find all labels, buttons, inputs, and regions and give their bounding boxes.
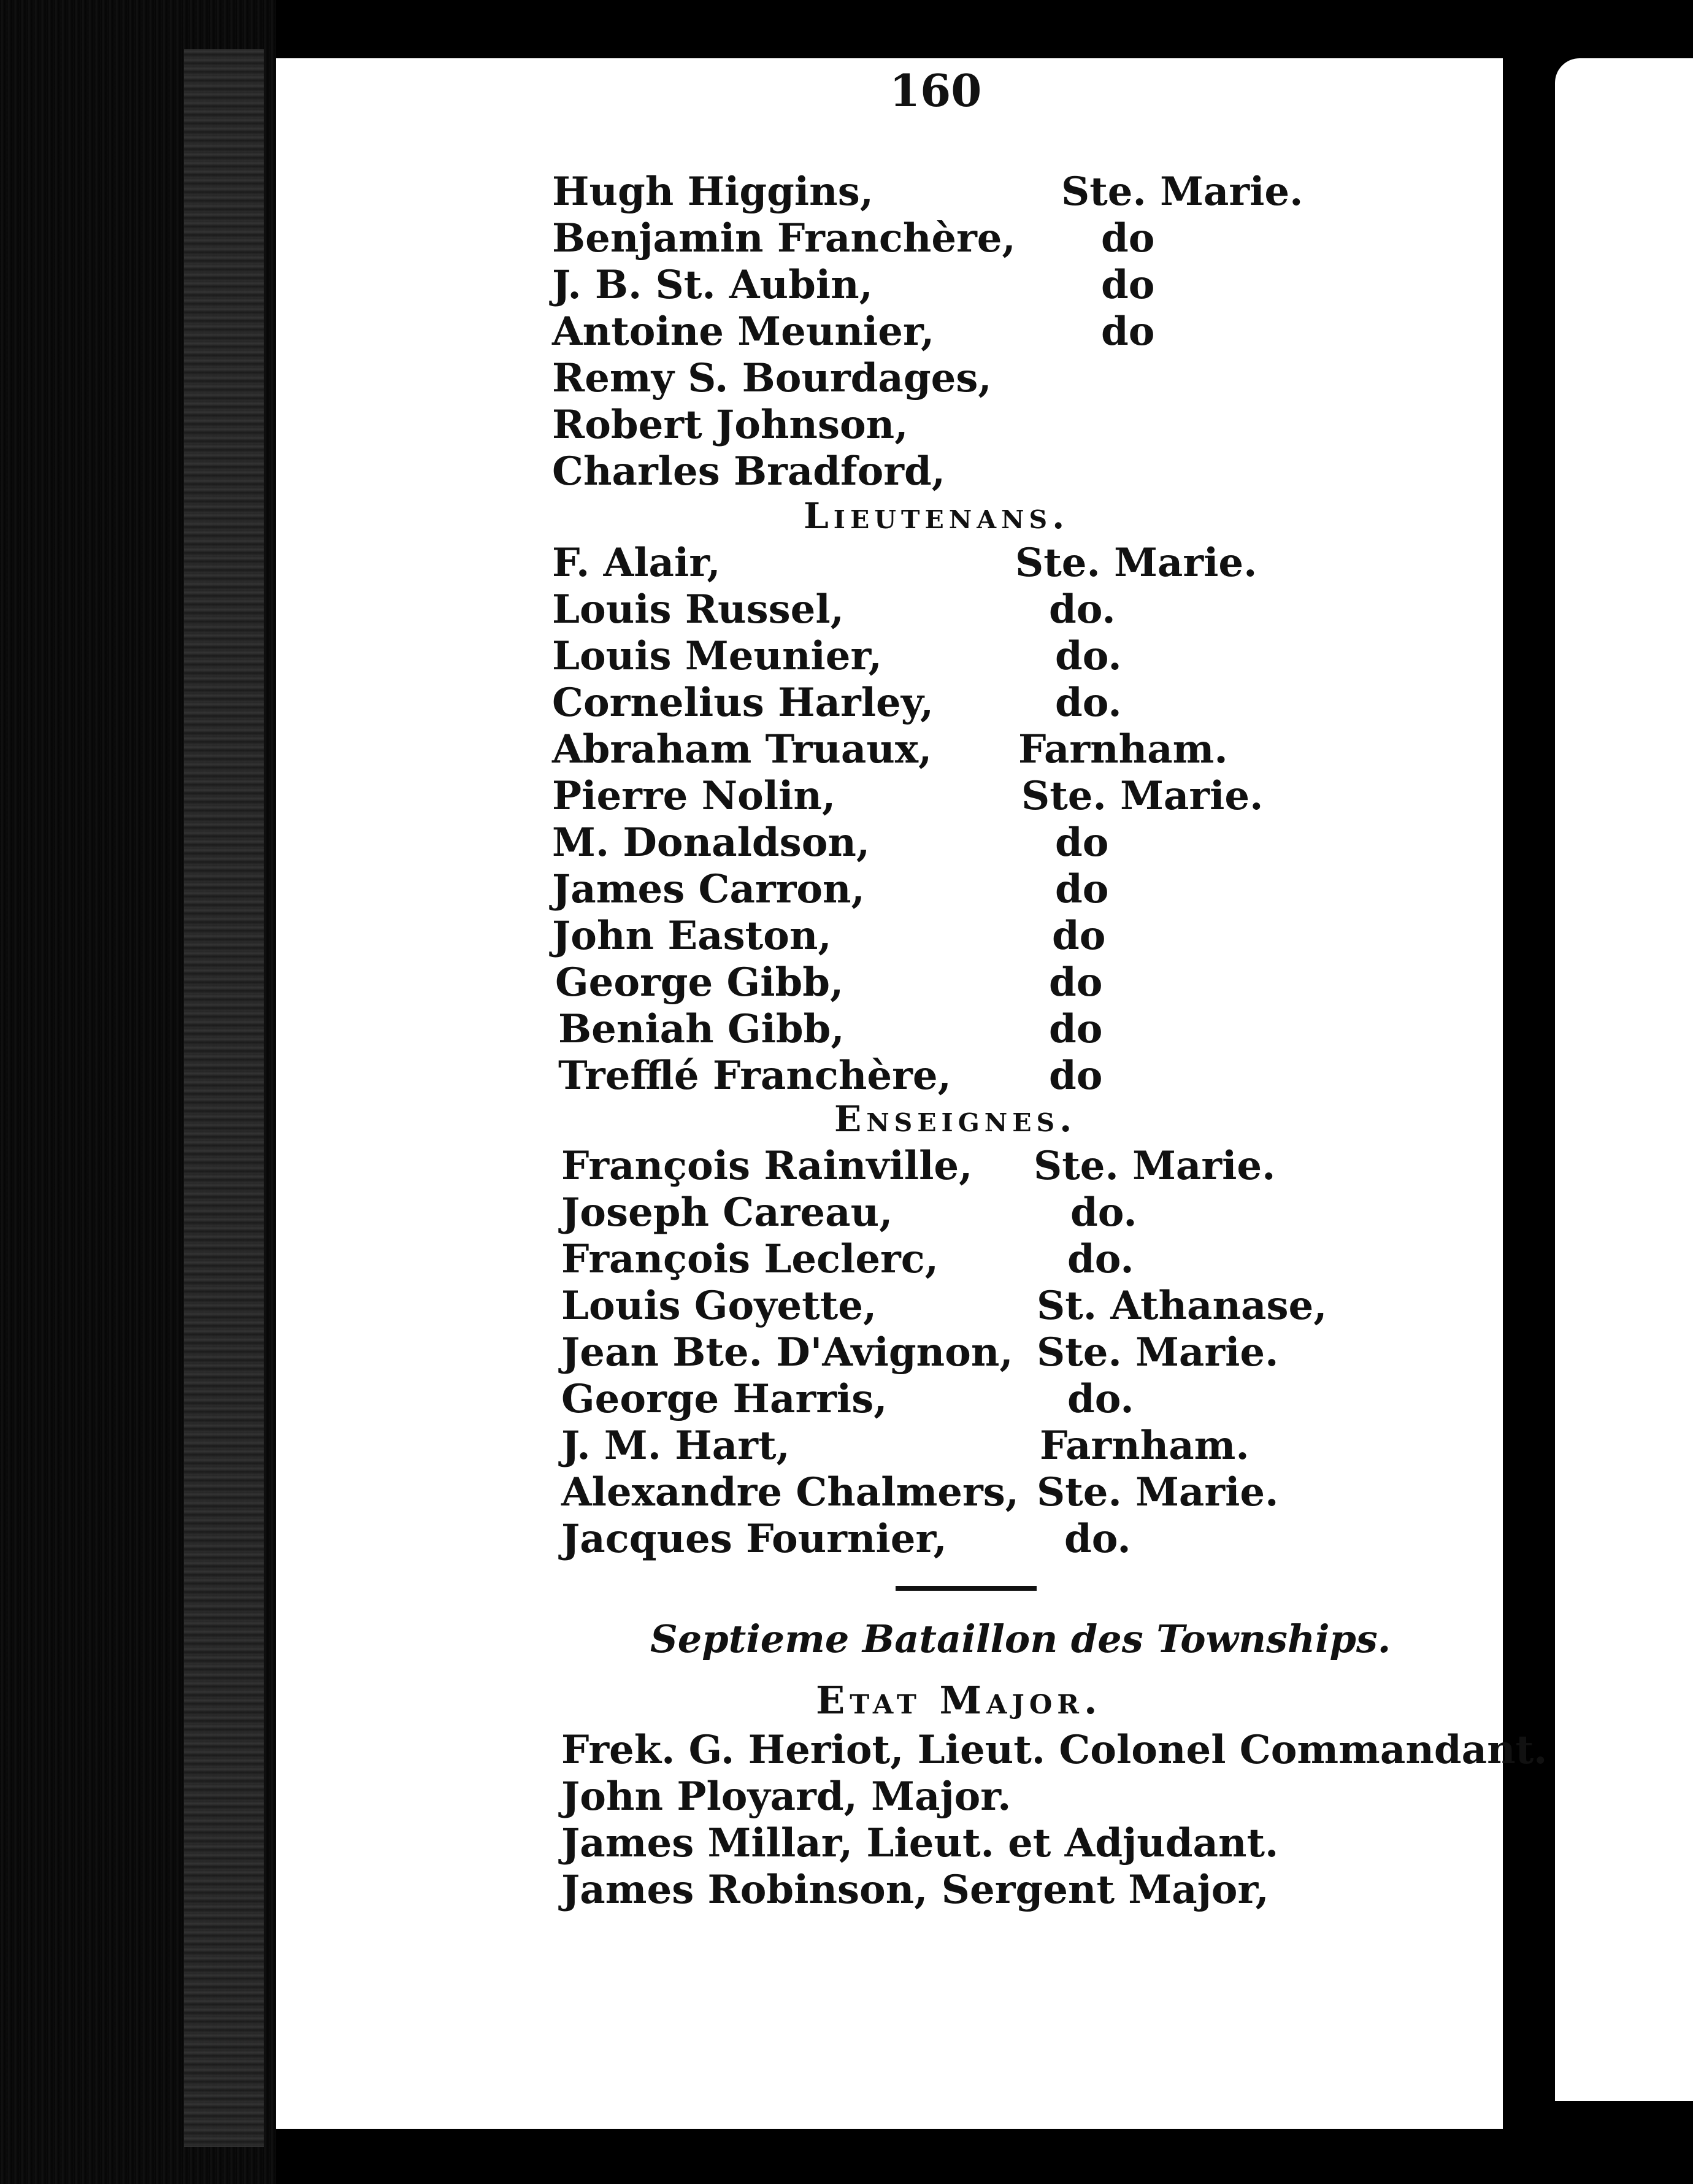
entry-place: Ste. Marie. [1037, 1329, 1279, 1375]
list-item [558, 1053, 1601, 1099]
staff-line: Frek. G. Heriot, Lieut. Colonel Commandant. [561, 1727, 1548, 1773]
entry-place: do. [1055, 680, 1122, 726]
entry-name: Benjamin Franchère, [552, 215, 1016, 261]
battalion-title: Septieme Bataillon des Townships. [650, 1617, 1391, 1661]
list-item [552, 726, 1595, 773]
entry-place: Ste. Marie. [1015, 540, 1257, 586]
list-item [552, 169, 1595, 215]
entry-place: do [1055, 866, 1109, 912]
entry-place: do [1055, 820, 1109, 866]
entry-name: Charles Bradford, [552, 448, 945, 494]
list-item [552, 402, 1595, 448]
section-divider [896, 1586, 1037, 1591]
list-item [558, 1006, 1601, 1053]
entry-place: Ste. Marie. [1021, 773, 1264, 819]
entry-place: do. [1049, 586, 1116, 633]
entry-place: do [1049, 1006, 1103, 1052]
entry-place: do. [1067, 1236, 1134, 1282]
list-item [552, 866, 1595, 913]
page-content [276, 58, 1548, 2129]
entry-place: do [1101, 262, 1155, 308]
entry-place: Ste. Marie. [1037, 1469, 1279, 1515]
entry-name: George Harris, [561, 1376, 888, 1422]
entry-place: Ste. Marie. [1061, 169, 1303, 215]
list-item [552, 448, 1595, 495]
entry-name: Abraham Truaux, [552, 726, 932, 772]
entry-name: J. M. Hart, [561, 1423, 790, 1469]
entry-name: Louis Russel, [552, 586, 844, 633]
list-item [552, 633, 1595, 680]
entry-name: Alexandre Chalmers, [561, 1469, 1019, 1515]
list-item [552, 820, 1595, 866]
entry-name: Beniah Gibb, [558, 1006, 845, 1052]
list-item [552, 586, 1595, 633]
list-item [561, 1283, 1604, 1329]
entry-name: Louis Meunier, [552, 633, 882, 679]
entry-name: John Easton, [552, 913, 832, 959]
section-heading-etat-major: Etat Major. [816, 1678, 1102, 1723]
list-item [552, 680, 1595, 726]
entry-name: Jean Bte. D'Avignon, [561, 1329, 1013, 1375]
entry-name: Trefflé Franchère, [558, 1053, 951, 1099]
entry-name: Louis Goyette, [561, 1283, 877, 1329]
entry-name: F. Alair, [552, 540, 721, 586]
staff-line: John Ployard, Major. [561, 1774, 1012, 1820]
list-item [561, 1143, 1604, 1190]
book-page [276, 58, 1548, 2129]
list-item [561, 1190, 1604, 1236]
list-item [561, 1329, 1604, 1376]
section-heading-enseignes: Enseignes. [834, 1098, 1077, 1140]
entry-name: Jacques Fournier, [561, 1516, 947, 1562]
entry-name: Cornelius Harley, [552, 680, 934, 726]
entry-place: do. [1064, 1516, 1131, 1562]
entry-name: Remy S. Bourdages, [552, 355, 992, 401]
entry-name: Robert Johnson, [552, 402, 908, 448]
spine-binding-strip [184, 49, 264, 2147]
section-heading-lieutenans: Lieutenans. [804, 495, 1070, 537]
list-item [561, 1376, 1604, 1423]
entry-place: Farnham. [1018, 726, 1228, 772]
entry-name: Pierre Nolin, [552, 773, 836, 819]
list-item [552, 309, 1595, 355]
entry-name: George Gibb, [555, 959, 844, 1005]
entry-place: do. [1055, 633, 1122, 679]
entry-place: do [1101, 215, 1155, 261]
list-item [552, 262, 1595, 309]
list-item [561, 1469, 1604, 1516]
entry-place: Ste. Marie. [1034, 1143, 1276, 1189]
entry-name: James Carron, [552, 866, 865, 912]
entry-name: Hugh Higgins, [552, 169, 873, 215]
list-item [561, 1236, 1604, 1283]
entry-place: do. [1070, 1190, 1137, 1236]
entry-name: Joseph Careau, [561, 1190, 893, 1236]
list-item [561, 1423, 1604, 1469]
entry-name: M. Donaldson, [552, 820, 870, 866]
entry-place: St. Athanase, [1037, 1283, 1327, 1329]
list-item [552, 773, 1595, 820]
list-item [552, 913, 1595, 959]
entry-place: do. [1067, 1376, 1134, 1422]
list-item [555, 959, 1598, 1006]
list-item [552, 355, 1595, 402]
list-item [552, 540, 1595, 586]
entry-name: François Rainville, [561, 1143, 973, 1189]
entry-name: J. B. St. Aubin, [552, 262, 873, 308]
entry-place: do [1049, 959, 1103, 1005]
page-number: 160 [889, 64, 982, 117]
entry-name: François Leclerc, [561, 1236, 939, 1282]
staff-line: James Millar, Lieut. et Adjudant. [561, 1820, 1279, 1866]
staff-line: James Robinson, Sergent Major, [561, 1867, 1269, 1913]
entry-place: do [1049, 1053, 1103, 1099]
list-item [552, 215, 1595, 262]
list-item [561, 1516, 1604, 1563]
entry-place: do [1101, 309, 1155, 355]
entry-name: Antoine Meunier, [552, 309, 935, 355]
entry-place: Farnham. [1040, 1423, 1250, 1469]
entry-place: do [1052, 913, 1106, 959]
